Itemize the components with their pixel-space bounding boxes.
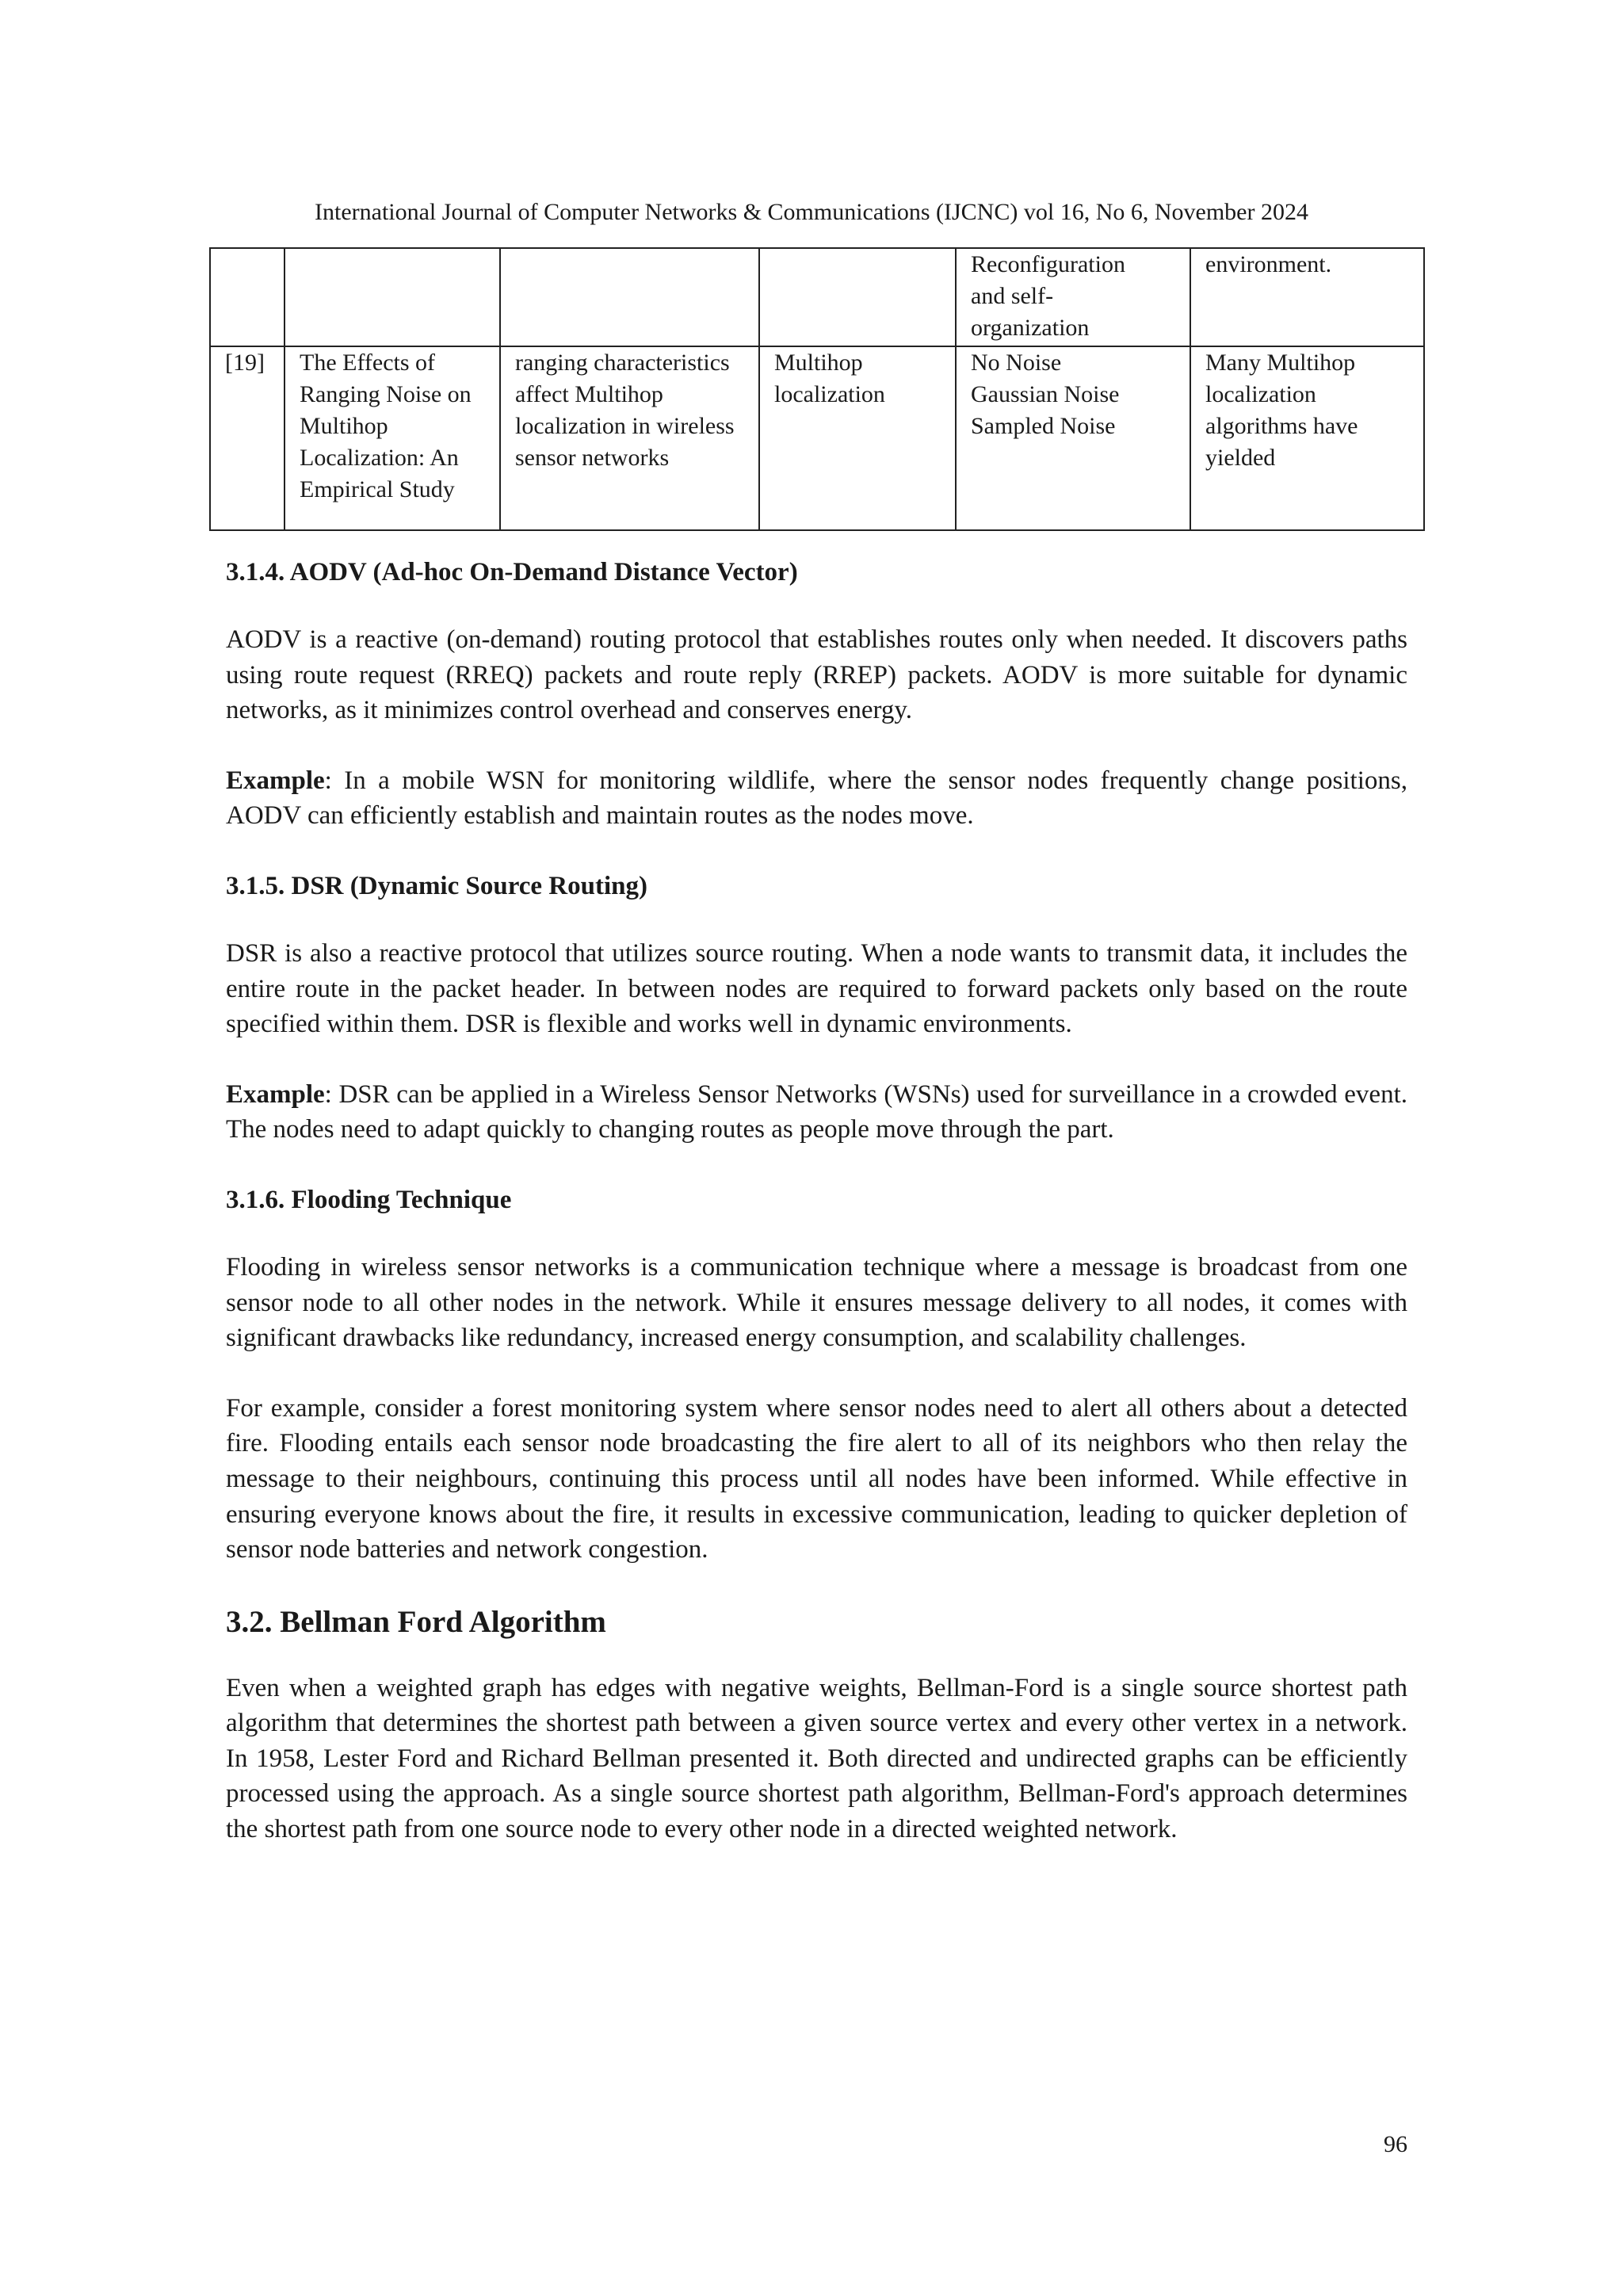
parameters-cell	[956, 346, 1190, 530]
results-table-container	[209, 247, 1423, 531]
parameter-line: Sampled Noise	[971, 413, 1116, 439]
parameter-line: Gaussian Noise	[971, 381, 1120, 407]
page-number: 96	[1384, 2131, 1407, 2157]
paragraph-dsr-example	[226, 1077, 1407, 1148]
section-heading-aodv: 3.1.4. AODV (Ad-hoc On-Demand Distance Vector)	[226, 558, 798, 586]
example-text: : DSR can be applied in a Wireless Sensor Networks (WSNs) used for surveillance in a crowded event. The nodes need to adapt quickly to changing routes as people move through the part.	[226, 1079, 1407, 1144]
table-row	[210, 346, 1424, 530]
result-cell: environment.	[1190, 248, 1424, 346]
technique-cell	[759, 248, 956, 346]
description-cell	[500, 248, 759, 346]
ref-cell	[210, 248, 285, 346]
title-cell	[285, 248, 500, 346]
example-text: : In a mobile WSN for monitoring wildlife, where the sensor nodes frequently change positions, AODV can efficiently establish and maintain routes as the nodes move.	[226, 766, 1407, 831]
section-heading-dsr: 3.1.5. DSR (Dynamic Source Routing)	[226, 871, 647, 900]
table-row	[210, 248, 1424, 346]
section-heading-flooding: 3.1.6. Flooding Technique	[226, 1185, 512, 1214]
description-cell: ranging characteristics affect Multihop localization in wireless sensor networks	[500, 346, 759, 530]
example-label: Example	[226, 766, 325, 795]
paragraph-aodv-intro: AODV is a reactive (on-demand) routing protocol that establishes routes only when needed. It discovers paths using route request (RREQ) packets and route reply (RREP) packets. AODV is more suitable for dynamic networks, as it minimizes control overhead and conserves energy.	[226, 625, 1407, 725]
parameter-line: Reconfiguration	[971, 251, 1125, 277]
parameter-line: and self-	[971, 283, 1054, 309]
results-table	[209, 247, 1425, 531]
example-label: Example	[226, 1079, 325, 1109]
title-cell: The Effects of Ranging Noise on Multihop Localization: An Empirical Study	[285, 346, 500, 530]
parameter-line: organization	[971, 315, 1090, 341]
technique-cell: Multihop localization	[759, 346, 956, 530]
paragraph-flooding-example: For example, consider a forest monitoring system where sensor nodes need to alert all others about a detected fire. Flooding entails each sensor node broadcasting the fire alert to all of its neighbors who then relay the message to their neighbours, continuing this process until all nodes have been informed. While effective in ensuring everyone knows about the fire, it results in excessive communication, leading to quicker depletion of sensor node batteries and network congestion.	[226, 1393, 1407, 1564]
section-heading-bellman-ford: 3.2. Bellman Ford Algorithm	[226, 1604, 606, 1639]
parameters-cell	[956, 248, 1190, 346]
parameter-line: No Noise	[971, 350, 1062, 376]
paragraph-aodv-example	[226, 763, 1407, 834]
paragraph-bellman-ford: Even when a weighted graph has edges with negative weights, Bellman-Ford is a single source shortest path algorithm that determines the shortest path between a given source vertex and every other vertex in a network. In 1958, Lester Ford and Richard Bellman presented it. Both directed and undirected graphs can be efficiently processed using the approach. As a single source shortest path algorithm, Bellman-Ford's approach determines the shortest path from one source node to every other node in a directed weighted network.	[226, 1673, 1407, 1844]
result-cell: Many Multihop localization algorithms have yielded	[1190, 346, 1424, 530]
ref-cell: [19]	[210, 346, 285, 530]
main-content	[226, 555, 1407, 1847]
journal-header: International Journal of Computer Networks & Communications (IJCNC) vol 16, No 6, November 2024	[315, 199, 1308, 225]
paragraph-dsr-intro: DSR is also a reactive protocol that utilizes source routing. When a node wants to transmit data, it includes the entire route in the packet header. In between nodes are required to forward packets only based on the route specified within them. DSR is flexible and works well in dynamic environments.	[226, 938, 1407, 1039]
paragraph-flooding-intro: Flooding in wireless sensor networks is a communication technique where a message is broadcast from one sensor node to all other nodes in the network. While it ensures message delivery to all nodes, it comes with significant drawbacks like redundancy, increased energy consumption, and scalability challenges.	[226, 1252, 1407, 1353]
